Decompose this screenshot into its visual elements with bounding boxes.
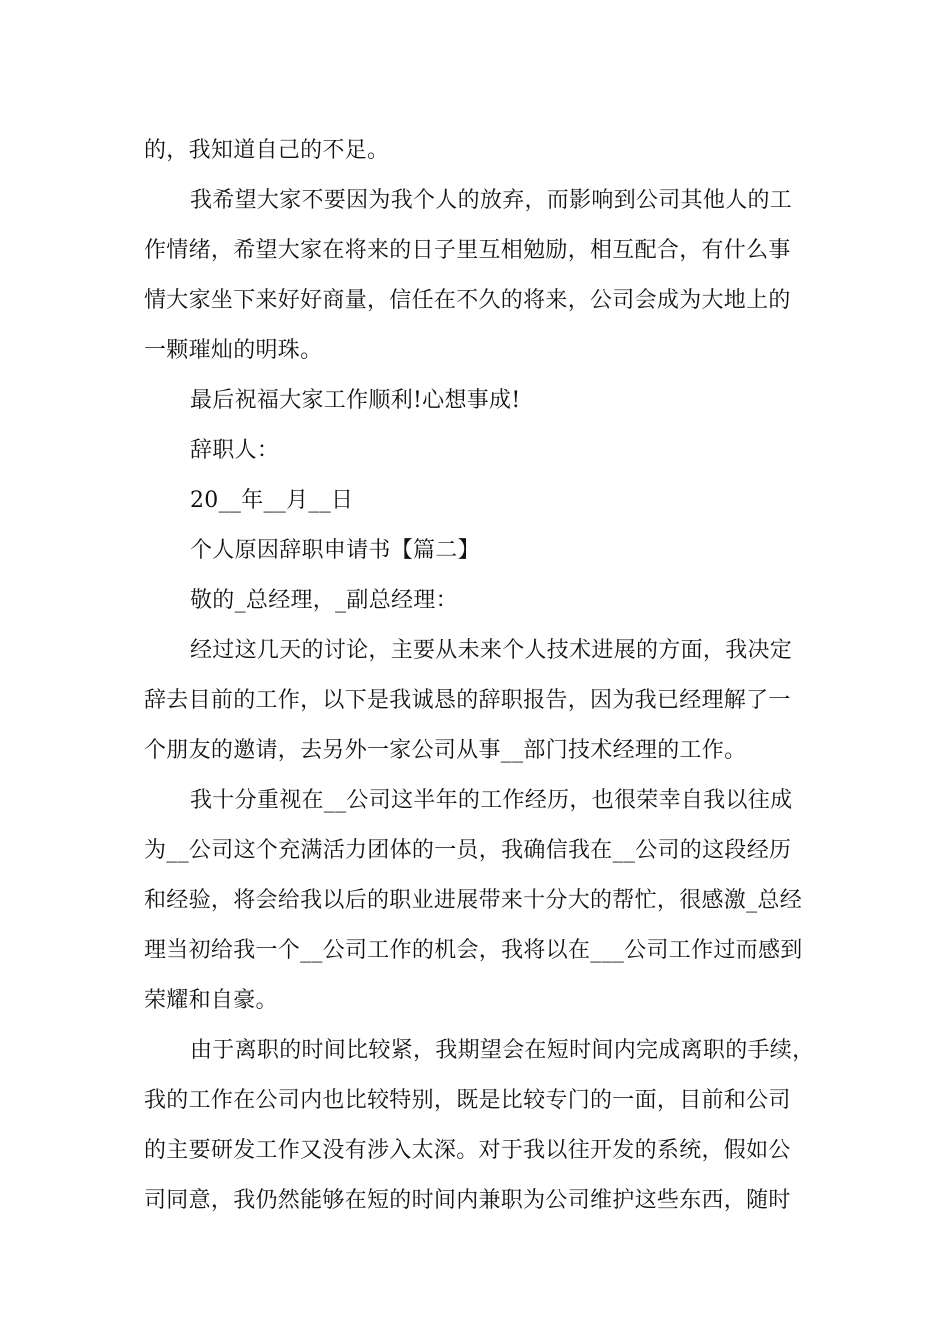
text-line: 个朋友的邀请，去另外一家公司从事__部门技术经理的工作。 bbox=[144, 738, 747, 763]
text-line: 我十分重视在__公司这半年的工作经历，也很荣幸自我以往成 bbox=[190, 788, 793, 813]
text-line: 荣耀和自豪。 bbox=[144, 988, 278, 1013]
text-line: 辞去目前的工作，以下是我诚恳的辞职报告，因为我已经理解了一 bbox=[144, 688, 791, 713]
text-line: 经过这几天的讨论，主要从未来个人技术进展的方面，我决定 bbox=[190, 638, 793, 663]
text-line: 我希望大家不要因为我个人的放弃，而影响到公司其他人的工 bbox=[190, 188, 793, 213]
text-line: 为__公司这个充满活力团体的一员，我确信我在__公司的这段经历 bbox=[144, 838, 792, 863]
text-line: 的，我知道自己的不足。 bbox=[144, 138, 390, 163]
text-line: 情大家坐下来好好商量，信任在不久的将来，公司会成为大地上的 bbox=[144, 288, 791, 313]
text-line: 司同意，我仍然能够在短的时间内兼职为公司维护这些东西，随时 bbox=[144, 1188, 791, 1213]
text-line: 我的工作在公司内也比较特别，既是比较专门的一面，目前和公司 bbox=[144, 1088, 791, 1113]
text-line: 理当初给我一个__公司工作的机会，我将以在___公司工作过而感到 bbox=[144, 938, 803, 963]
signature-label: 辞职人： bbox=[190, 438, 280, 463]
text-line: 一颗璀灿的明珠。 bbox=[144, 338, 323, 363]
text-line: 作情绪，希望大家在将来的日子里互相勉励，相互配合，有什么事 bbox=[144, 238, 791, 263]
text-line: 最后祝福大家工作顺利!心想事成! bbox=[190, 388, 521, 413]
text-line: 由于离职的时间比较紧，我期望会在短时间内完成离职的手续， bbox=[190, 1038, 815, 1063]
section-title: 个人原因辞职申请书【篇二】 bbox=[190, 538, 480, 563]
text-line: 的主要研发工作又没有涉入太深。对于我以往开发的系统，假如公 bbox=[144, 1138, 791, 1163]
salutation: 敬的_总经理，_副总经理： bbox=[190, 588, 458, 613]
text-line: 和经验，将会给我以后的职业进展带来十分大的帮忙，很感激_总经 bbox=[144, 888, 803, 913]
date-line: 20__年__月__日 bbox=[190, 488, 354, 513]
